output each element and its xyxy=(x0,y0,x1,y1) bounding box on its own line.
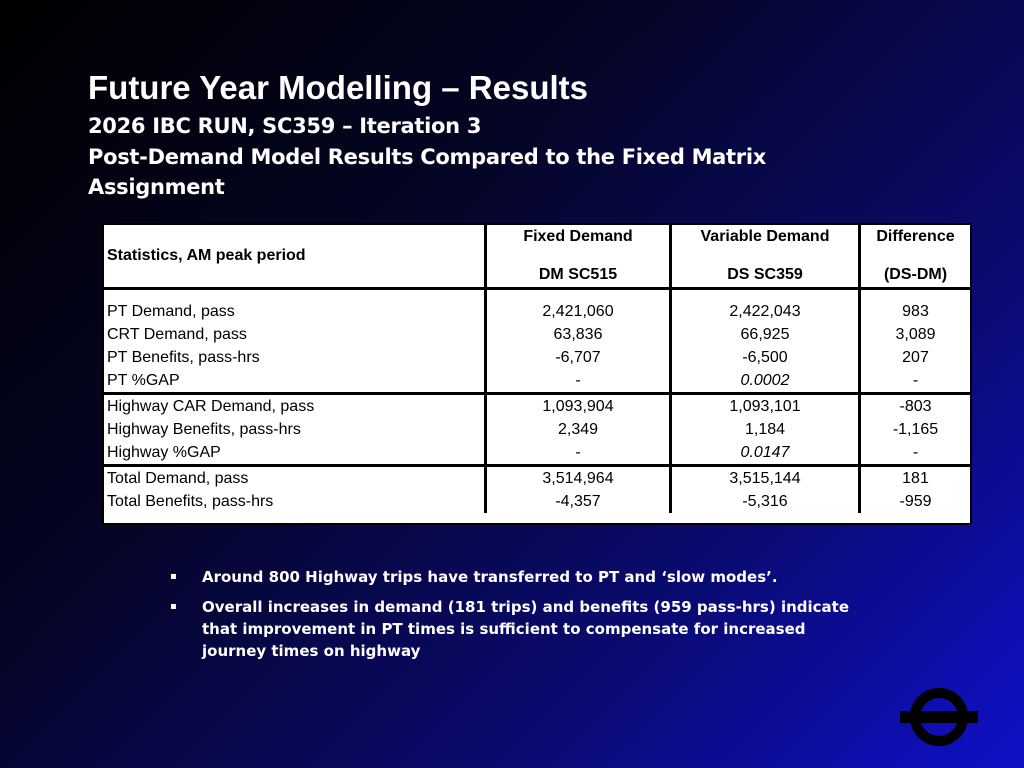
row-diff: 207 xyxy=(902,348,929,366)
table-row xyxy=(104,369,970,394)
row-label: PT %GAP xyxy=(104,369,486,394)
row-variable: -5,316 xyxy=(671,490,860,513)
row-label: CRT Demand, pass xyxy=(104,323,486,346)
header-diff-bottom: (DS-DM) xyxy=(883,266,948,283)
row-variable: 1,093,101 xyxy=(671,394,860,419)
row-label: Highway Benefits, pass-hrs xyxy=(104,418,486,441)
bullet-text: Around 800 Highway trips have transferred to PT and ‘slow modes’. xyxy=(202,568,778,586)
row-diff: -1,165 xyxy=(892,420,939,438)
row-diff: -959 xyxy=(899,492,932,510)
row-label: Highway CAR Demand, pass xyxy=(104,394,486,419)
row-variable: 3,515,144 xyxy=(671,466,860,491)
header-variable-demand xyxy=(671,225,860,289)
slide-title: Future Year Modelling – Results xyxy=(88,69,589,106)
table-row xyxy=(104,323,970,346)
row-diff: - xyxy=(912,443,919,461)
row-diff: - xyxy=(912,371,919,389)
row-diff: -803 xyxy=(860,394,971,419)
row-variable: 1,184 xyxy=(671,418,860,441)
bullet-list xyxy=(170,566,870,670)
row-label: Total Demand, pass xyxy=(104,466,486,491)
table-row xyxy=(104,394,970,419)
row-diff: 181 xyxy=(860,466,971,491)
row-variable: -6,500 xyxy=(671,346,860,369)
header-stat-label: Statistics, AM peak period xyxy=(104,225,486,289)
row-variable: 0.0002 xyxy=(671,369,860,394)
bullet-marker: ▪ xyxy=(170,571,177,582)
table-header-row xyxy=(104,225,970,289)
table-row xyxy=(104,490,970,513)
bullet-text: Overall increases in demand (181 trips) and benefits (959 pass-hrs) indicate that improvement in PT times is sufficient to compensate for increased journey times on highway xyxy=(202,598,849,660)
row-fixed: 63,836 xyxy=(486,323,671,346)
row-fixed: 3,514,964 xyxy=(486,466,671,491)
row-variable: 0.0147 xyxy=(671,441,860,466)
table-spacer xyxy=(104,289,970,301)
row-fixed: -6,707 xyxy=(486,346,671,369)
row-variable: 2,422,043 xyxy=(671,300,860,323)
table-row xyxy=(104,418,970,441)
table-row xyxy=(104,466,970,491)
header-diff-top: Difference xyxy=(876,228,955,245)
row-fixed: - xyxy=(486,369,671,394)
bullet-marker: ▪ xyxy=(170,601,177,612)
header-fixed-top: Fixed Demand xyxy=(523,228,633,245)
row-label: PT Demand, pass xyxy=(104,300,486,323)
header-variable-bottom: DS SC359 xyxy=(727,266,803,283)
header-fixed-bottom: DM SC515 xyxy=(538,266,618,283)
slide-subtitle: 2026 IBC RUN, SC359 – Iteration 3 xyxy=(88,114,482,138)
row-diff: 983 xyxy=(902,302,929,320)
table-row xyxy=(104,441,970,466)
row-fixed: -4,357 xyxy=(486,490,671,513)
row-variable: 66,925 xyxy=(671,323,860,346)
slide-subtitle-2: Post-Demand Model Results Compared to the Fixed Matrix Assignment xyxy=(88,145,766,199)
table-row xyxy=(104,300,970,323)
header-fixed-demand xyxy=(486,225,671,289)
roundel-icon xyxy=(900,686,978,748)
row-fixed: - xyxy=(486,441,671,466)
row-label: Highway %GAP xyxy=(104,441,486,466)
row-fixed: 1,093,904 xyxy=(486,394,671,419)
row-label: PT Benefits, pass-hrs xyxy=(104,346,486,369)
row-fixed: 2,349 xyxy=(486,418,671,441)
row-fixed: 2,421,060 xyxy=(486,300,671,323)
header-difference xyxy=(860,225,971,289)
table-row xyxy=(104,346,970,369)
row-diff: 3,089 xyxy=(895,325,936,343)
row-label: Total Benefits, pass-hrs xyxy=(104,490,486,513)
results-table xyxy=(102,223,972,525)
bullet-item xyxy=(170,596,870,662)
header-variable-top: Variable Demand xyxy=(700,228,830,245)
bullet-item xyxy=(170,566,870,588)
